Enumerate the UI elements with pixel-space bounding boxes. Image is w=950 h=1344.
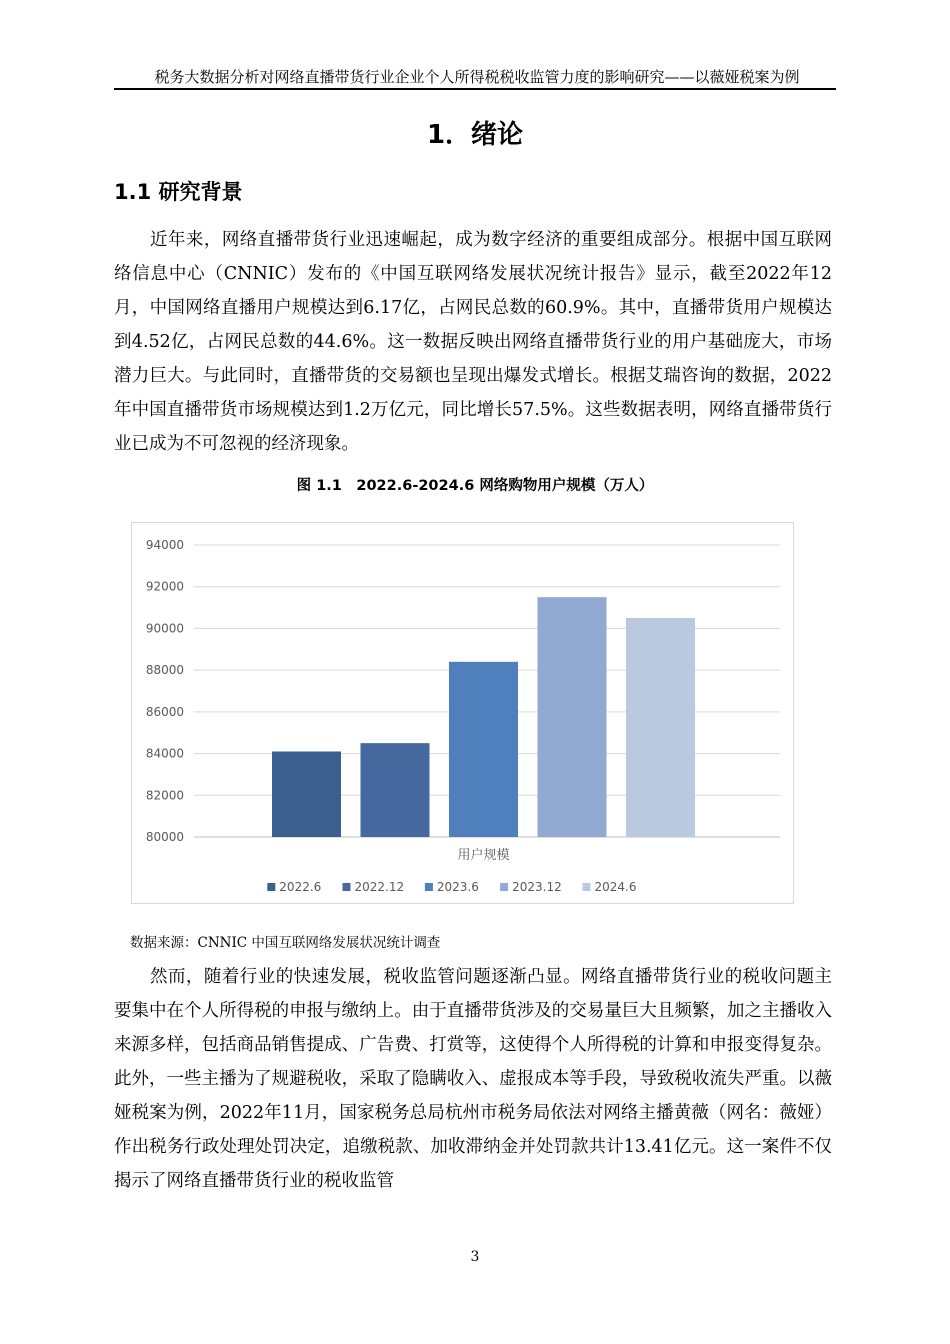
legend-swatch [583, 883, 591, 891]
y-tick-label: 80000 [145, 830, 184, 844]
bar-chart [131, 522, 794, 904]
chart-canvas [132, 523, 793, 903]
bar-2023.6 [449, 662, 518, 837]
x-axis-label: 用户规模 [457, 848, 510, 863]
running-header: 税务大数据分析对网络直播带货行业企业个人所得税税收监管力度的影响研究——以薇娅税案为例 [154, 68, 800, 86]
y-tick-label: 88000 [145, 663, 184, 678]
y-tick-label: 92000 [145, 579, 184, 594]
y-tick-label: 84000 [145, 746, 184, 761]
legend-label: 2024.6 [594, 880, 637, 894]
header-rule [114, 88, 836, 90]
bar-2022.6 [272, 751, 341, 837]
bar-2022.12 [361, 743, 430, 837]
bar-2023.12 [538, 597, 607, 837]
legend-label: 2022.6 [279, 880, 322, 894]
section-title: 1.1 研究背景 [114, 180, 243, 204]
legend-swatch [425, 883, 433, 891]
body-paragraph-1: 近年来，网络直播带货行业迅速崛起，成为数字经济的重要组成部分。根据中国互联网络信息中心（CNNIC）发布的《中国互联网络发展状况统计报告》显示，截至2022年12月，中国网络直播用户规模达到6.17亿，占网民总数的60.9%。其中，直播带货用户规模达到4.52亿，占网民总数的44.6%。这一数据反映出网络直播带货行业的用户基础庞大，市场潜力巨大。与此同时，直播带货的交易额也呈现出爆发式增长。根据艾瑞咨询的数据，2022年中国直播带货市场规模达到1.2万亿元，同比增长57.5%。这些数据表明，网络直播带货行业已成为不可忽视的经济现象。 [114, 230, 832, 454]
y-tick-label: 90000 [145, 621, 184, 636]
body-paragraph-2: 然而，随着行业的快速发展，税收监管问题逐渐凸显。网络直播带货行业的税收问题主要集中在个人所得税的申报与缴纳上。由于直播带货涉及的交易量巨大且频繁，加之主播收入来源多样，包括商品销售提成、广告费、打赏等，这使得个人所得税的计算和申报变得复杂。此外，一些主播为了规避税收，采取了隐瞒收入、虚报成本等手段，导致税收流失严重。以薇娅税案为例，2022年11月，国家税务总局杭州市税务局依法对网络主播黄薇（网名：薇娅）作出税务行政处理处罚决定，追缴税款、加收滞纳金并处罚款共计13.41亿元。这一案件不仅揭示了网络直播带货行业的税收监管 [114, 967, 832, 1191]
y-tick-label: 82000 [145, 788, 184, 803]
legend-label: 2022.12 [354, 880, 405, 894]
bar-2024.6 [626, 618, 695, 837]
y-tick-label: 86000 [145, 704, 184, 719]
y-tick-label: 94000 [145, 538, 184, 552]
figure-caption: 图 1.1 2022.6-2024.6 网络购物用户规模（万人） [296, 478, 654, 494]
legend-swatch [343, 883, 351, 891]
page-number: 3 [470, 1249, 480, 1265]
chapter-title: 1．绪论 [426, 120, 524, 150]
legend-label: 2023.12 [512, 880, 562, 894]
legend-label: 2023.6 [436, 880, 479, 894]
legend-swatch [500, 883, 508, 891]
data-source-note: 数据来源：CNNIC 中国互联网络发展状况统计调查 [130, 935, 441, 951]
legend-swatch [267, 883, 275, 891]
